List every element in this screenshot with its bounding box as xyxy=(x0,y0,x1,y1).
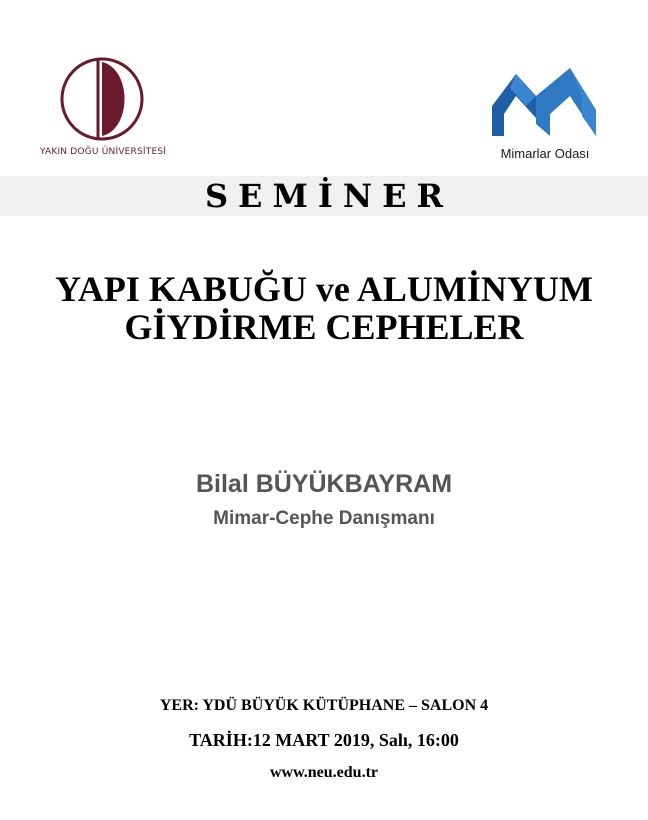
seminar-label: SEMİNER xyxy=(204,177,454,215)
neu-logo-text: YAKIN DOĞU ÜNİVERSİTESİ xyxy=(40,147,167,157)
seminar-header-band xyxy=(0,176,648,216)
seminar-title-line-2: GİYDİRME CEPHELER xyxy=(124,307,524,347)
neu-logo xyxy=(40,55,167,165)
speaker-name: Bilal BÜYÜKBAYRAM xyxy=(195,470,453,498)
seminar-title xyxy=(0,270,648,346)
mimarlar-odasi-logo-text: Mimarlar Odası xyxy=(500,146,590,161)
mimarlar-odasi-logo xyxy=(486,66,604,166)
speaker-role: Mimar-Cephe Danışmanı xyxy=(213,508,435,529)
mimarlar-emblem-icon xyxy=(486,66,604,142)
event-date: TARİH:12 MART 2019, Salı, 16:00 xyxy=(189,730,459,750)
seminar-title-line-1: YAPI KABUĞU ve ALUMİNYUM xyxy=(55,269,593,309)
event-website: www.neu.edu.tr xyxy=(269,764,378,781)
event-place: YER: YDÜ BÜYÜK KÜTÜPHANE – SALON 4 xyxy=(159,697,489,714)
neu-emblem-icon xyxy=(58,55,146,143)
